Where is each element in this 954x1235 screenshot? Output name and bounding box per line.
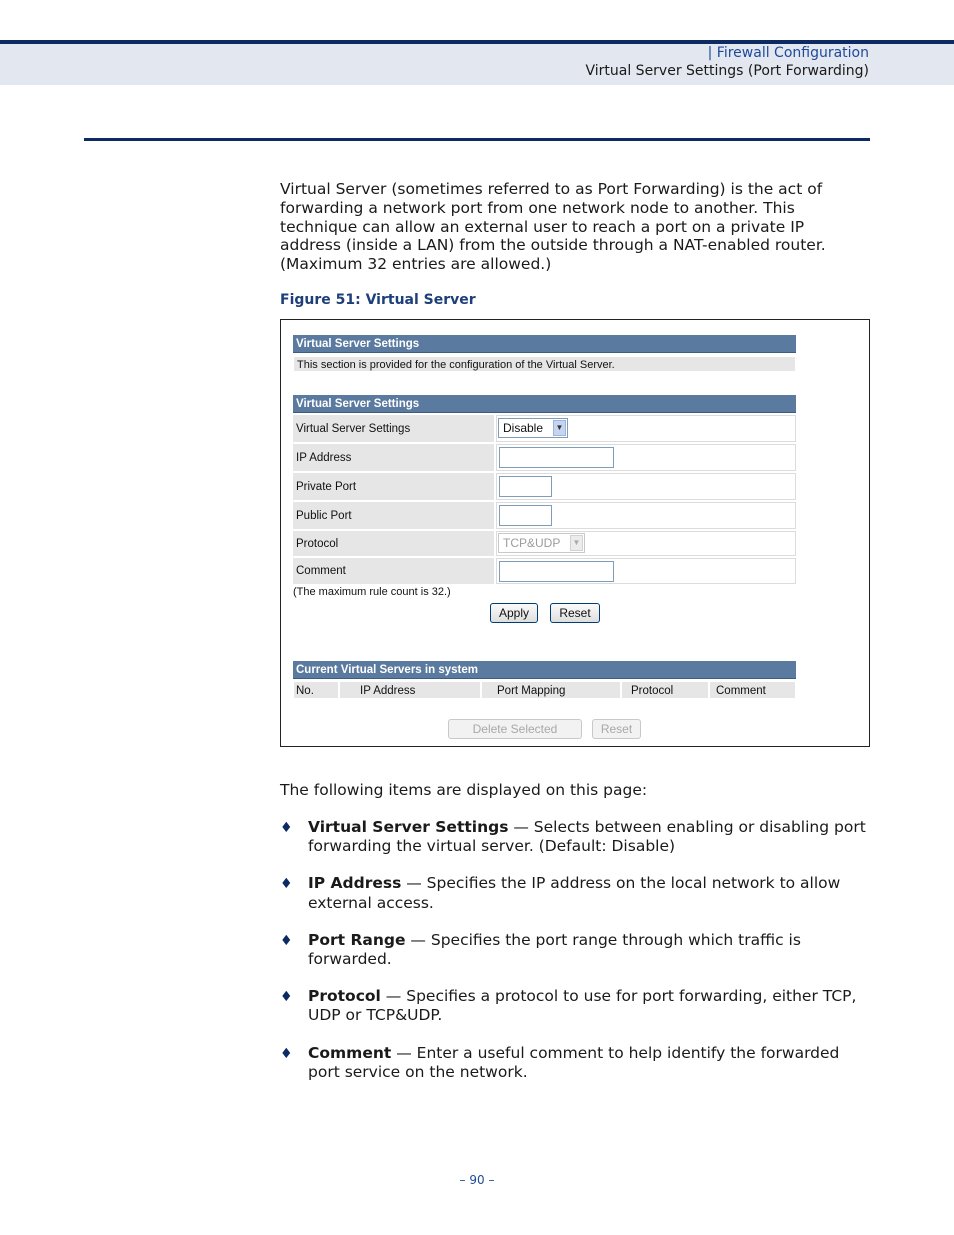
row-label-public-port: Public Port	[293, 502, 494, 529]
diamond-bullet-icon: ♦	[280, 989, 293, 1006]
header-subsection-title: Virtual Server Settings (Port Forwarding)	[585, 63, 869, 79]
item-term: Port Range	[308, 930, 406, 949]
item-term: IP Address	[308, 874, 402, 893]
section2-title-bar: Virtual Server Settings	[293, 395, 796, 413]
comment-input[interactable]	[499, 561, 614, 582]
item-description: — Specifies the IP address on the local network to allow external access.	[308, 874, 841, 912]
item-term: Virtual Server Settings	[308, 818, 509, 836]
items-intro: The following items are displayed on this page:	[280, 781, 648, 799]
row-label-vs-settings: Virtual Server Settings	[293, 415, 494, 442]
row-value-ip-address	[496, 444, 796, 471]
list-item	[280, 1044, 870, 1083]
ip-address-input[interactable]	[499, 447, 614, 468]
item-term: Protocol	[308, 987, 381, 1006]
diamond-bullet-icon: ♦	[280, 1045, 293, 1062]
list-item	[280, 874, 870, 913]
vs-settings-select-value: Disable	[503, 421, 544, 435]
vs-settings-select[interactable]	[498, 418, 568, 438]
chevron-down-icon[interactable]: ▼	[553, 420, 566, 436]
figure-screenshot	[280, 319, 870, 747]
section-divider	[84, 138, 870, 141]
item-description: — Selects between enabling or disabling port forwarding the virtual server. (Default: Disable)	[308, 818, 866, 856]
intro-paragraph: Virtual Server (sometimes referred to as Port Forwarding) is the act of forwarding a network port from one network node to another. This technique can allow an external user to reach a port on a private IP address (inside a LAN) from the outside through a NAT-enabled router. (Maximum 32 entries are allowed.)	[280, 180, 826, 274]
row-value-public-port	[496, 502, 796, 529]
list-item	[280, 987, 870, 1026]
row-label-comment: Comment	[293, 558, 494, 584]
item-descriptions	[280, 818, 870, 1100]
figure-caption: Figure 51: Virtual Server	[280, 292, 476, 308]
diamond-bullet-icon: ♦	[280, 876, 293, 893]
item-description: — Specifies a protocol to use for port forwarding, either TCP, UDP or TCP&UDP.	[308, 987, 857, 1025]
protocol-select[interactable]	[498, 533, 585, 553]
header-section-title: | Firewall Configuration	[707, 45, 869, 61]
column-header-comment: Comment	[709, 681, 796, 699]
column-header-port-mapping: Port Mapping	[481, 681, 621, 699]
row-label-private-port: Private Port	[293, 473, 494, 500]
section1-note: This section is provided for the configuration of the Virtual Server.	[293, 356, 796, 372]
item-term: Comment	[308, 1043, 392, 1062]
reset-button[interactable]: Reset	[550, 603, 600, 623]
column-header-ip-address: IP Address	[339, 681, 481, 699]
public-port-input[interactable]	[499, 505, 552, 526]
apply-button[interactable]: Apply	[490, 603, 538, 623]
section1-title-bar: Virtual Server Settings	[293, 335, 796, 353]
diamond-bullet-icon: ♦	[280, 932, 293, 949]
page-number: – 90 –	[459, 1173, 495, 1187]
current-servers-title-bar: Current Virtual Servers in system	[293, 661, 796, 679]
row-label-ip-address: IP Address	[293, 444, 494, 471]
row-value-private-port	[496, 473, 796, 500]
item-description: — Specifies the port range through which traffic is forwarded.	[308, 930, 801, 969]
max-rule-note: (The maximum rule count is 32.)	[293, 586, 451, 598]
delete-selected-button[interactable]: Delete Selected	[448, 719, 582, 739]
protocol-select-value: TCP&UDP	[503, 536, 561, 550]
row-value-vs-settings	[496, 415, 796, 442]
diamond-bullet-icon: ♦	[280, 820, 293, 836]
row-value-protocol	[496, 531, 796, 556]
chevron-down-icon[interactable]: ▼	[570, 535, 583, 551]
row-value-comment	[496, 558, 796, 584]
list-item	[280, 818, 870, 857]
item-description: — Enter a useful comment to help identify the forwarded port service on the network.	[308, 1043, 840, 1081]
reset-list-button[interactable]: Reset	[592, 719, 641, 739]
column-header-protocol: Protocol	[621, 681, 709, 699]
list-item	[280, 931, 870, 970]
row-label-protocol: Protocol	[293, 531, 494, 556]
private-port-input[interactable]	[499, 476, 552, 497]
column-header-no: No.	[293, 681, 339, 699]
